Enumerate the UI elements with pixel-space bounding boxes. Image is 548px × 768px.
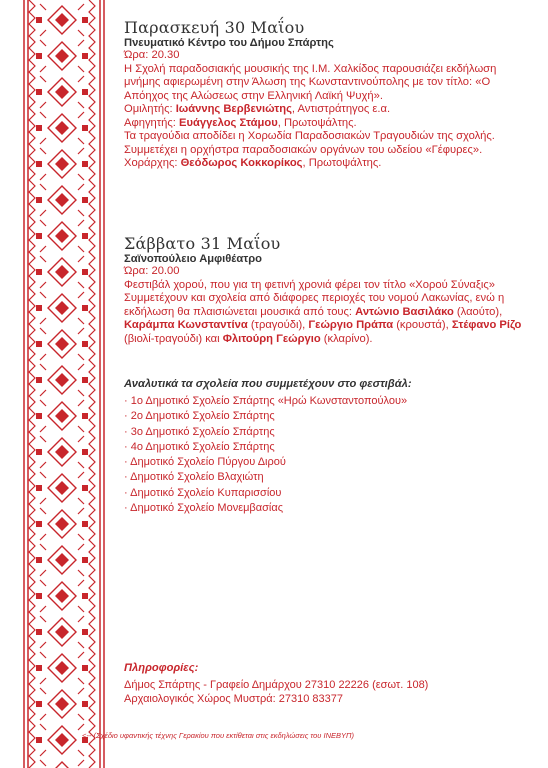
day2-time: Ώρα: 20.00: [124, 265, 180, 277]
musician-4-role: (βιολί-τραγούδι) και: [124, 332, 223, 345]
day1-description: Η Σχολή παραδοσιακής μουσικής της Ι.Μ. Χαλκίδος παρουσιάζει εκδήλωση μνήμης αφιερωμένη στην Άλωση της Κωνσταντινούπολης με τον τίτλο: «Ο Απόηχος της Αλώσεως στην Ελληνική Λαϊκή Ψυχή».: [124, 62, 497, 102]
list-item: · 4ο Δημοτικό Σχολείο Σπάρτης: [124, 440, 275, 453]
list-item: · 2ο Δημοτικό Σχολείο Σπάρτης: [124, 410, 275, 423]
day1-speaker: [124, 103, 534, 117]
day1-venue: Πνευματικό Κέντρο του Δήμου Σπάρτης: [124, 37, 334, 49]
day1-conductor: [124, 157, 534, 171]
day2-title: Σάββατο 31 Μαΐου: [124, 234, 281, 253]
narrator-label: Αφηγητής:: [124, 116, 176, 129]
list-item: · Δημοτικό Σχολείο Πύργου Διρού: [124, 456, 286, 469]
speaker-label: Ομιλητής:: [124, 103, 173, 115]
day1-time: Ώρα: 20.30: [124, 49, 180, 61]
list-item: · 3ο Δημοτικό Σχολείο Σπάρτης: [124, 425, 275, 438]
festival-text: Φεστιβάλ χορού, που για τη φετινή χρονιά φέρει τον τίτλο «Χορού Σύναξις» Συμμετέχουν και σχολεία από διάφορες περιοχές του νομού Λακωνίας, ενώ η εκδήλωση θα πλαισιώνεται μουσικά από τους:: [124, 278, 505, 318]
day1-narrator: [124, 117, 534, 131]
musician-5-role: (κλαρίνο).: [320, 332, 373, 345]
day1-orchestra: Συμμετέχει η ορχήστρα παραδοσιακών οργάνων του ωδείου «Γέφυρες».: [124, 143, 483, 156]
list-item: · Δημοτικό Σχολείο Κυπαρισσίου: [124, 486, 282, 499]
conductor-label: Χοράρχης:: [124, 157, 178, 169]
pattern-caption: <-- (Σχέδιο υφαντικής τέχνης Γερακίου που εκτίθεται στις εκδηλώσεις του ΙΝΕΒΥΠ): [82, 731, 354, 740]
info-title: Πληροφορίες:: [124, 662, 199, 674]
list-item: · Δημοτικό Σχολείο Βλαχιώτη: [124, 471, 264, 484]
conductor-name: Θεόδωρος Κοκκορίκος: [180, 157, 303, 169]
musician-5-name: Φλιτούρη Γεώργιο: [222, 332, 321, 345]
day2-festival: [124, 279, 534, 347]
schools-list: [124, 394, 407, 516]
schools-heading: Αναλυτικά τα σχολεία που συμμετέχουν στο φεστιβάλ:: [124, 378, 412, 390]
conductor-role: , Πρωτοψάλτης.: [302, 157, 382, 169]
speaker-role: , Αντιστράτηγος ε.α.: [291, 103, 391, 115]
list-item: · 1ο Δημοτικό Σχολείο Σπάρτης «Ηρώ Κωνσταντοπούλου»: [124, 395, 408, 407]
day2-section: [124, 234, 534, 346]
day1-section: [124, 18, 534, 171]
musician-2-name: Καράμπα Κωνσταντίνα: [124, 319, 248, 331]
day1-songs: Τα τραγούδια αποδίδει η Χορωδία Παραδοσιακών Τραγουδιών της σχολής.: [124, 130, 495, 142]
musician-2-role: (τραγούδι),: [247, 319, 309, 331]
embroidery-pattern-icon: [22, 0, 106, 768]
info-line-1: Δήμος Σπάρτης - Γραφείο Δημάρχου 27310 22226 (εσωτ. 108): [124, 679, 429, 691]
narrator-role: , Πρωτοψάλτης.: [277, 116, 357, 129]
info-section: [124, 662, 428, 706]
musician-3-role: (κρουστά),: [393, 319, 452, 331]
day1-title: Παρασκευή 30 Μαΐου: [124, 18, 305, 37]
musician-1-role: (λαούτο),: [453, 305, 503, 318]
musician-1-name: Αντώνιο Βασιλάκο: [355, 305, 454, 318]
musician-3-name: Γεώργιο Πράπα: [308, 319, 394, 331]
speaker-name: Ιωάννης Βερβενιώτης: [175, 103, 292, 115]
musician-4-name: Στέφανο Ρίζο: [451, 319, 522, 331]
info-line-2: Αρχαιολογικός Χώρος Μυστρά: 27310 83377: [124, 693, 343, 705]
day2-venue: Σαϊνοπούλειο Αμφιθέατρο: [124, 253, 262, 265]
narrator-name: Ευάγγελος Στάμου: [179, 116, 278, 129]
woven-embroidery-border: [22, 0, 106, 768]
list-item: · Δημοτικό Σχολείο Μονεμβασίας: [124, 502, 284, 515]
